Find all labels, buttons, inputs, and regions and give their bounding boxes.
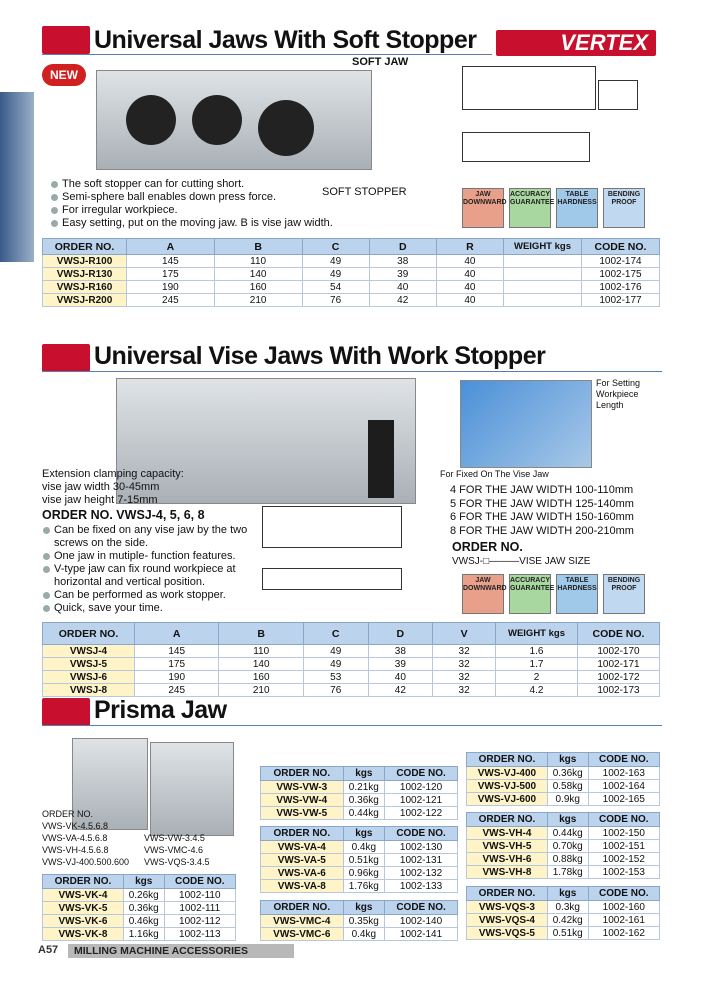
capacity-line: Extension clamping capacity: <box>42 468 184 480</box>
table-row <box>261 867 458 880</box>
cell: 1002-110 <box>164 889 235 902</box>
cell: 0.51kg <box>343 854 385 867</box>
prisma-jaw-photo-right <box>150 742 234 836</box>
cell: VWS-VH-6 <box>467 853 548 866</box>
cell: 0.88kg <box>547 853 588 866</box>
cell: 190 <box>127 281 215 294</box>
cell: 0.70kg <box>547 840 588 853</box>
cell: 1002-160 <box>588 901 659 914</box>
section3-title: Prisma Jaw <box>94 696 227 724</box>
cell: 245 <box>135 684 219 697</box>
eagle-logo-icon <box>42 26 90 54</box>
col-header: ORDER NO. <box>261 767 344 781</box>
cell: 0.36kg <box>547 767 588 780</box>
table-row <box>467 840 660 853</box>
cell: 1002-161 <box>588 914 659 927</box>
col-header: ORDER NO. <box>43 239 127 255</box>
table-row <box>467 866 660 879</box>
col-header: CODE NO. <box>588 813 659 827</box>
col-header: R <box>436 239 503 255</box>
col-header: A <box>135 623 219 645</box>
cell: 1002-113 <box>164 928 235 941</box>
cell: 32 <box>433 645 496 658</box>
footer-text: MILLING MACHINE ACCESSORIES <box>74 945 249 957</box>
col-header: kgs <box>547 813 588 827</box>
divider <box>42 725 662 726</box>
table-row <box>43 915 236 928</box>
table-row <box>467 793 660 806</box>
eagle-logo-icon <box>42 344 90 372</box>
cell: VWS-VMC-4 <box>261 915 344 928</box>
cell: 1002-111 <box>164 902 235 915</box>
cell <box>504 255 582 268</box>
eagle-logo-icon <box>42 698 90 726</box>
vj-table <box>466 752 660 806</box>
table-row <box>261 841 458 854</box>
cell: VWS-VW-3 <box>261 781 344 794</box>
col-header: CODE NO. <box>588 887 659 901</box>
order-code: VWSJ-□———VISE JAW SIZE <box>452 556 591 567</box>
col-header: ORDER NO. <box>261 901 344 915</box>
cell: 1002-174 <box>582 255 660 268</box>
setting-note: For Setting Workpiece Length <box>596 378 641 410</box>
cell: 39 <box>369 268 436 281</box>
col-header: B <box>219 623 303 645</box>
cell: 145 <box>135 645 219 658</box>
section2-title: Universal Vise Jaws With Work Stopper <box>94 342 546 370</box>
va-table <box>260 826 458 893</box>
cell: 76 <box>303 684 368 697</box>
hardness-icon: TABLE HARDNESS <box>556 574 598 614</box>
cell: 53 <box>303 671 368 684</box>
cell: VWS-VJ-600 <box>467 793 548 806</box>
cell: 42 <box>369 294 436 307</box>
cell: 0.46kg <box>123 915 164 928</box>
new-badge: NEW <box>42 64 86 86</box>
cell: VWS-VQS-4 <box>467 914 548 927</box>
cell: VWS-VQS-5 <box>467 927 548 940</box>
table-row <box>43 671 660 684</box>
cell: 32 <box>433 658 496 671</box>
cell: 175 <box>127 268 215 281</box>
cell: 39 <box>368 658 433 671</box>
cell: 40 <box>369 281 436 294</box>
cell: 1002-120 <box>385 781 458 794</box>
cell: 1.6 <box>496 645 578 658</box>
cell: 4.2 <box>496 684 578 697</box>
cell: VWSJ-8 <box>43 684 135 697</box>
order-list-line: VWS-VA-4.5.6.8 <box>42 833 108 843</box>
col-header: CODE NO. <box>164 875 235 889</box>
cell: 0.36kg <box>343 794 385 807</box>
col-header: ORDER NO. <box>43 875 124 889</box>
cell: 1002-130 <box>385 841 458 854</box>
table-row <box>43 645 660 658</box>
cell: 2 <box>496 671 578 684</box>
cell: VWS-VK-4 <box>43 889 124 902</box>
col-header: CODE NO. <box>588 753 659 767</box>
col-header: CODE NO. <box>385 767 458 781</box>
col-header: kgs <box>343 767 385 781</box>
col-header: kgs <box>343 827 385 841</box>
col-header: WEIGHT kgs <box>504 239 582 255</box>
feature-item: Easy setting, put on the moving jaw. B is vise jaw width. <box>50 217 333 230</box>
divider <box>42 371 662 372</box>
capacity-line: vise jaw width 30-45mm <box>42 481 160 493</box>
cell <box>504 268 582 281</box>
cell: 1.7 <box>496 658 578 671</box>
cell: 1002-173 <box>578 684 660 697</box>
col-header: C <box>303 623 368 645</box>
feature-icons <box>462 188 645 228</box>
cell: VWS-VA-6 <box>261 867 344 880</box>
table-row <box>261 880 458 893</box>
cell: VWS-VW-4 <box>261 794 344 807</box>
cell: VWSJ-5 <box>43 658 135 671</box>
order-list-line: VWS-VW-3.4.5 <box>144 833 205 843</box>
cell: 0.4kg <box>343 928 385 941</box>
cell: 1002-132 <box>385 867 458 880</box>
vmc-table <box>260 900 458 941</box>
cell: 1002-175 <box>582 268 660 281</box>
cell: 1002-150 <box>588 827 659 840</box>
cell: 1002-141 <box>385 928 458 941</box>
table-row <box>261 915 458 928</box>
cell: 210 <box>214 294 302 307</box>
cell: 1002-122 <box>385 807 458 820</box>
cell: 40 <box>436 294 503 307</box>
width-list <box>450 484 634 538</box>
table-row <box>467 853 660 866</box>
width-line: 8 FOR THE JAW WIDTH 200-210mm <box>450 524 634 537</box>
cell: 1.78kg <box>547 866 588 879</box>
order-list-line: VWS-VMC-4.6 <box>144 845 204 855</box>
cell: 1002-170 <box>578 645 660 658</box>
cell: 140 <box>214 268 302 281</box>
table-row <box>43 902 236 915</box>
vh-table <box>466 812 660 879</box>
feature-item: Quick, save your time. <box>42 602 252 615</box>
cell: 40 <box>436 255 503 268</box>
feature-item: Semi-sphere ball enables down press force. <box>50 191 333 204</box>
cell: 1002-176 <box>582 281 660 294</box>
hardness-icon: TABLE HARDNESS <box>556 188 598 228</box>
feature-item: For irregular workpiece. <box>50 204 333 217</box>
cell: 140 <box>219 658 303 671</box>
cell: 110 <box>219 645 303 658</box>
table-row <box>43 294 660 307</box>
table-row <box>261 854 458 867</box>
cell: 145 <box>127 255 215 268</box>
cell: 210 <box>219 684 303 697</box>
col-header: ORDER NO. <box>261 827 344 841</box>
section2-features <box>42 524 252 615</box>
capacity-line: vise jaw height 7-15mm <box>42 494 158 506</box>
cell: 1002-133 <box>385 880 458 893</box>
vw-table <box>260 766 458 820</box>
col-header: kgs <box>343 901 385 915</box>
bending-icon: BENDING PROOF <box>603 188 645 228</box>
cell: 54 <box>302 281 369 294</box>
col-header: kgs <box>547 753 588 767</box>
feature-icons <box>462 574 645 614</box>
col-header: D <box>368 623 433 645</box>
table-row <box>261 781 458 794</box>
cell: 0.44kg <box>547 827 588 840</box>
table-row <box>467 927 660 940</box>
cell: 1002-165 <box>588 793 659 806</box>
cell: 76 <box>302 294 369 307</box>
cell: 1002-164 <box>588 780 659 793</box>
order-desc-text: VISE JAW SIZE <box>519 556 591 567</box>
order-label: ORDER NO. <box>452 540 523 554</box>
cell: 0.36kg <box>123 902 164 915</box>
cell: 1002-163 <box>588 767 659 780</box>
accuracy-icon: ACCURACY GUARANTEE <box>509 188 551 228</box>
cell: 0.51kg <box>547 927 588 940</box>
cell: 0.42kg <box>547 914 588 927</box>
cell <box>504 281 582 294</box>
fixed-note: For Fixed On The Vise Jaw <box>440 469 549 479</box>
feature-item: V-type jaw can fix round workpiece at horizontal and vertical position. <box>42 563 252 589</box>
col-header: CODE NO. <box>385 901 458 915</box>
order-line: ORDER NO. VWSJ-4, 5, 6, 8 <box>42 508 205 522</box>
cell: 1002-140 <box>385 915 458 928</box>
cell: 0.96kg <box>343 867 385 880</box>
cell: 49 <box>302 255 369 268</box>
table-row <box>43 684 660 697</box>
cell: VWSJ-R100 <box>43 255 127 268</box>
cell: 245 <box>127 294 215 307</box>
stopper-3-icon <box>258 100 314 156</box>
cell: VWS-VA-4 <box>261 841 344 854</box>
table-row <box>261 928 458 941</box>
vk-table <box>42 874 236 941</box>
cell: 0.4kg <box>343 841 385 854</box>
cell: 110 <box>214 255 302 268</box>
cell: 32 <box>433 684 496 697</box>
cell: VWS-VW-5 <box>261 807 344 820</box>
feature-item: The soft stopper can for cutting short. <box>50 178 333 191</box>
feature-item: Can be performed as work stopper. <box>42 589 252 602</box>
width-line: 5 FOR THE JAW WIDTH 125-140mm <box>450 497 634 510</box>
order-list-line: VWS-VH-4.5.6.8 <box>42 845 109 855</box>
cell: VWS-VQS-3 <box>467 901 548 914</box>
section1-features <box>50 178 333 230</box>
cell: 175 <box>135 658 219 671</box>
accuracy-icon: ACCURACY GUARANTEE <box>509 574 551 614</box>
table-row <box>43 658 660 671</box>
col-header: V <box>433 623 496 645</box>
cell: 49 <box>303 645 368 658</box>
table-row <box>467 914 660 927</box>
cell: 160 <box>214 281 302 294</box>
cell: 1002-121 <box>385 794 458 807</box>
cell: 0.9kg <box>547 793 588 806</box>
stopper-bracket-icon <box>368 420 394 498</box>
cell: 1002-162 <box>588 927 659 940</box>
col-header: D <box>369 239 436 255</box>
jaw-downward-icon: JAW DOWNWARD <box>462 188 504 228</box>
cell: VWS-VJ-500 <box>467 780 548 793</box>
cell: 32 <box>433 671 496 684</box>
order-list-line: ORDER NO. <box>42 809 94 819</box>
col-header: ORDER NO. <box>467 887 548 901</box>
col-header: CODE NO. <box>385 827 458 841</box>
table-row <box>43 889 236 902</box>
order-code-text: VWSJ-□ <box>452 556 490 567</box>
soft-jaw-drawing-front <box>462 132 590 162</box>
cell: 40 <box>368 671 433 684</box>
cell: 1.16kg <box>123 928 164 941</box>
soft-jaw-label: SOFT JAW <box>352 56 409 68</box>
table-row <box>43 268 660 281</box>
feature-item: One jaw in mutiple- function features. <box>42 550 252 563</box>
soft-jaw-drawing-top <box>462 66 596 110</box>
cell: 38 <box>369 255 436 268</box>
stopper-1-icon <box>126 95 176 145</box>
page-number: A57 <box>38 944 59 956</box>
cell: VWS-VJ-400 <box>467 767 548 780</box>
cell: VWSJ-6 <box>43 671 135 684</box>
cell: 40 <box>436 281 503 294</box>
feature-item: Can be fixed on any vise jaw by the two screws on the side. <box>42 524 252 550</box>
cell: 1002-152 <box>588 853 659 866</box>
brand-logo: VERTEX <box>496 30 656 56</box>
cell: VWS-VMC-6 <box>261 928 344 941</box>
capacity-block <box>42 468 184 507</box>
order-list-line: VWS-VQS-3.4.5 <box>144 857 210 867</box>
cell: VWSJ-R200 <box>43 294 127 307</box>
section2-table <box>42 622 660 697</box>
cell: 1002-112 <box>164 915 235 928</box>
cell: VWS-VK-5 <box>43 902 124 915</box>
order-list-line: VWS-VJ-400.500.600 <box>42 857 130 867</box>
section1-table <box>42 238 660 307</box>
table-row <box>467 901 660 914</box>
side-tab-image <box>0 92 34 262</box>
order-list-line: VWS-VK-4.5.6.8 <box>42 821 109 831</box>
work-stopper-drawing-top <box>262 506 402 548</box>
cell: 1002-171 <box>578 658 660 671</box>
table-row <box>261 807 458 820</box>
col-header: A <box>127 239 215 255</box>
cell: 49 <box>303 658 368 671</box>
cell: 0.21kg <box>343 781 385 794</box>
cell: 0.44kg <box>343 807 385 820</box>
soft-stopper-callout: SOFT STOPPER <box>322 186 407 198</box>
table-row <box>261 794 458 807</box>
jaw-downward-icon: JAW DOWNWARD <box>462 574 504 614</box>
cell: 0.3kg <box>547 901 588 914</box>
cell: VWS-VA-8 <box>261 880 344 893</box>
cell: VWSJ-4 <box>43 645 135 658</box>
prisma-order-list <box>42 808 129 868</box>
cell: 190 <box>135 671 219 684</box>
prisma-order-list-2 <box>144 832 210 868</box>
cell: 160 <box>219 671 303 684</box>
cell: 1002-172 <box>578 671 660 684</box>
width-line: 6 FOR THE JAW WIDTH 150-160mm <box>450 511 634 523</box>
width-line: 4 FOR THE JAW WIDTH 100-110mm <box>450 484 634 496</box>
col-header: CODE NO. <box>578 623 660 645</box>
cell: VWSJ-R160 <box>43 281 127 294</box>
cell: VWS-VH-5 <box>467 840 548 853</box>
cell: 49 <box>302 268 369 281</box>
cell: 0.58kg <box>547 780 588 793</box>
cell: VWSJ-R130 <box>43 268 127 281</box>
table-row <box>43 928 236 941</box>
col-header: kgs <box>547 887 588 901</box>
stopper-2-icon <box>192 95 242 145</box>
vqs-table <box>466 886 660 940</box>
cell: 1002-151 <box>588 840 659 853</box>
cell: 1002-153 <box>588 866 659 879</box>
col-header: kgs <box>123 875 164 889</box>
table-row <box>43 255 660 268</box>
cell: 1.76kg <box>343 880 385 893</box>
table-row <box>467 827 660 840</box>
cell: VWS-VH-4 <box>467 827 548 840</box>
col-header: WEIGHT kgs <box>496 623 578 645</box>
col-header: CODE NO. <box>582 239 660 255</box>
cell: VWS-VA-5 <box>261 854 344 867</box>
col-header: C <box>302 239 369 255</box>
vise-photo <box>460 380 592 468</box>
bending-icon: BENDING PROOF <box>603 574 645 614</box>
section1-title: Universal Jaws With Soft Stopper <box>94 26 477 54</box>
cell: VWS-VK-6 <box>43 915 124 928</box>
cell: VWS-VK-8 <box>43 928 124 941</box>
table-row <box>43 281 660 294</box>
cell: 1002-131 <box>385 854 458 867</box>
col-header: ORDER NO. <box>467 753 548 767</box>
cell: 38 <box>368 645 433 658</box>
soft-jaw-drawing-side <box>598 80 638 110</box>
cell: 0.26kg <box>123 889 164 902</box>
cell: 42 <box>368 684 433 697</box>
cell: VWS-VH-8 <box>467 866 548 879</box>
table-row <box>467 780 660 793</box>
cell: 40 <box>436 268 503 281</box>
col-header: ORDER NO. <box>467 813 548 827</box>
col-header: ORDER NO. <box>43 623 135 645</box>
col-header: B <box>214 239 302 255</box>
divider <box>42 54 492 55</box>
cell <box>504 294 582 307</box>
table-row <box>467 767 660 780</box>
cell: 1002-177 <box>582 294 660 307</box>
work-stopper-drawing-front <box>262 568 402 590</box>
cell: 0.35kg <box>343 915 385 928</box>
